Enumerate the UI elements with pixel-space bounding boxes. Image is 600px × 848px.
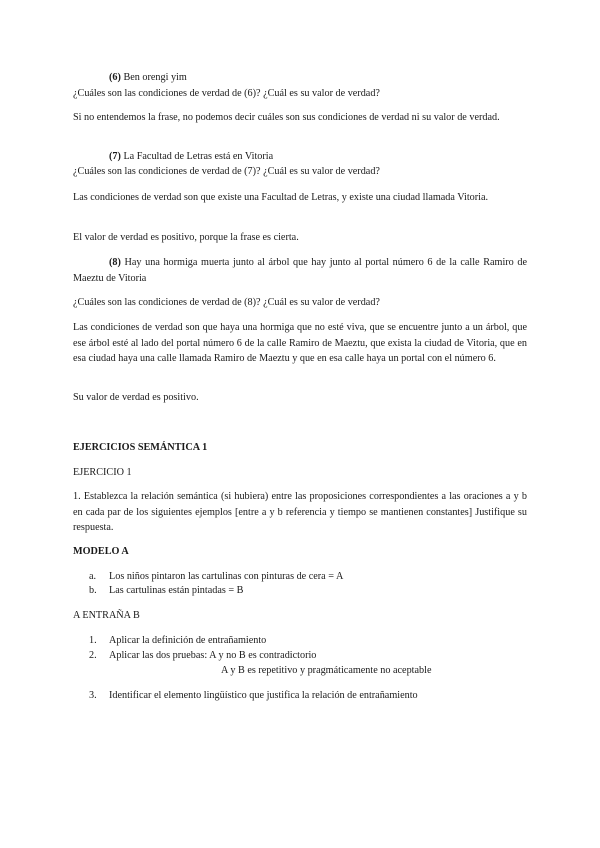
example-6-question: ¿Cuáles son las condiciones de verdad de (6)? ¿Cuál es su valor de verdad? xyxy=(73,88,380,99)
example-7-number: (7) xyxy=(109,151,121,162)
step-2-marker: 2. xyxy=(89,650,97,661)
relation-label: A ENTRAÑA B xyxy=(73,610,140,621)
example-8-question: ¿Cuáles son las condiciones de verdad de (8)? ¿Cuál es su valor de verdad? xyxy=(73,297,380,308)
example-7-question: ¿Cuáles son las condiciones de verdad de (7)? ¿Cuál es su valor de verdad? xyxy=(73,166,380,177)
step-1-text: Aplicar la definición de entrañamiento xyxy=(109,635,267,646)
example-7-answer-conditions: Las condiciones de verdad son que existe una Facultad de Letras, y existe una ciudad llamada Vitoria. xyxy=(73,192,489,203)
exercise-instruction: 1. Establezca la relación semántica (si hubiera) entre las proposiciones correspondientes a las oraciones a y b en cada par de los siguientes ejemplos [entre a y b referencia y tiempo se mantienen constantes] Justifique su respuesta. xyxy=(73,491,527,533)
example-8-number: (8) xyxy=(109,257,121,268)
example-8-answer-conditions: Las condiciones de verdad son que haya una hormiga que no esté viva, que se encuentre junto a un árbol, que ese árbol esté al lado del portal número 6 de la calle Ramiro de Maeztu, que exista la ciudad de Vitoria, que en esa ciudad haya una calle llamada Ramiro de Maeztu y que en esa calle haya un portal con el número 6. xyxy=(73,322,527,364)
step-1-marker: 1. xyxy=(89,635,97,646)
example-7-answer-value: El valor de verdad es positivo, porque la frase es cierta. xyxy=(73,232,299,243)
model-title: MODELO A xyxy=(73,546,129,557)
example-6-line xyxy=(109,70,187,86)
example-8-line xyxy=(73,255,527,287)
example-6-number: (6) xyxy=(109,72,121,83)
example-6-sentence: Ben orengi yim xyxy=(123,72,187,83)
model-item-b-marker: b. xyxy=(89,585,97,596)
example-8-sentence: Hay una hormiga muerta junto al árbol que hay junto al portal número 6 de la calle Ramiro de Maeztu de Vitoria xyxy=(73,257,528,284)
section-title: EJERCICIOS SEMÁNTICA 1 xyxy=(73,442,208,453)
example-6-answer: Si no entendemos la frase, no podemos decir cuáles son sus condiciones de verdad ni su valor de verdad. xyxy=(73,112,500,123)
example-8-answer-value: Su valor de verdad es positivo. xyxy=(73,392,199,403)
model-item-a-text: Los niños pintaron las cartulinas con pinturas de cera = A xyxy=(109,571,344,582)
step-2-extra: A y B es repetitivo y pragmáticamente no aceptable xyxy=(221,665,432,676)
step-3-marker: 3. xyxy=(89,690,97,701)
example-7-line xyxy=(109,149,273,165)
step-3-text: Identificar el elemento lingüístico que justifica la relación de entrañamiento xyxy=(109,690,418,701)
example-7-sentence: La Facultad de Letras está en Vitoria xyxy=(123,151,274,162)
model-item-a-marker: a. xyxy=(89,571,97,582)
exercise-label: EJERCICIO 1 xyxy=(73,467,132,478)
step-2-text: Aplicar las dos pruebas: A y no B es contradictorio xyxy=(109,650,317,661)
model-item-b-text: Las cartulinas están pintadas = B xyxy=(109,585,244,596)
